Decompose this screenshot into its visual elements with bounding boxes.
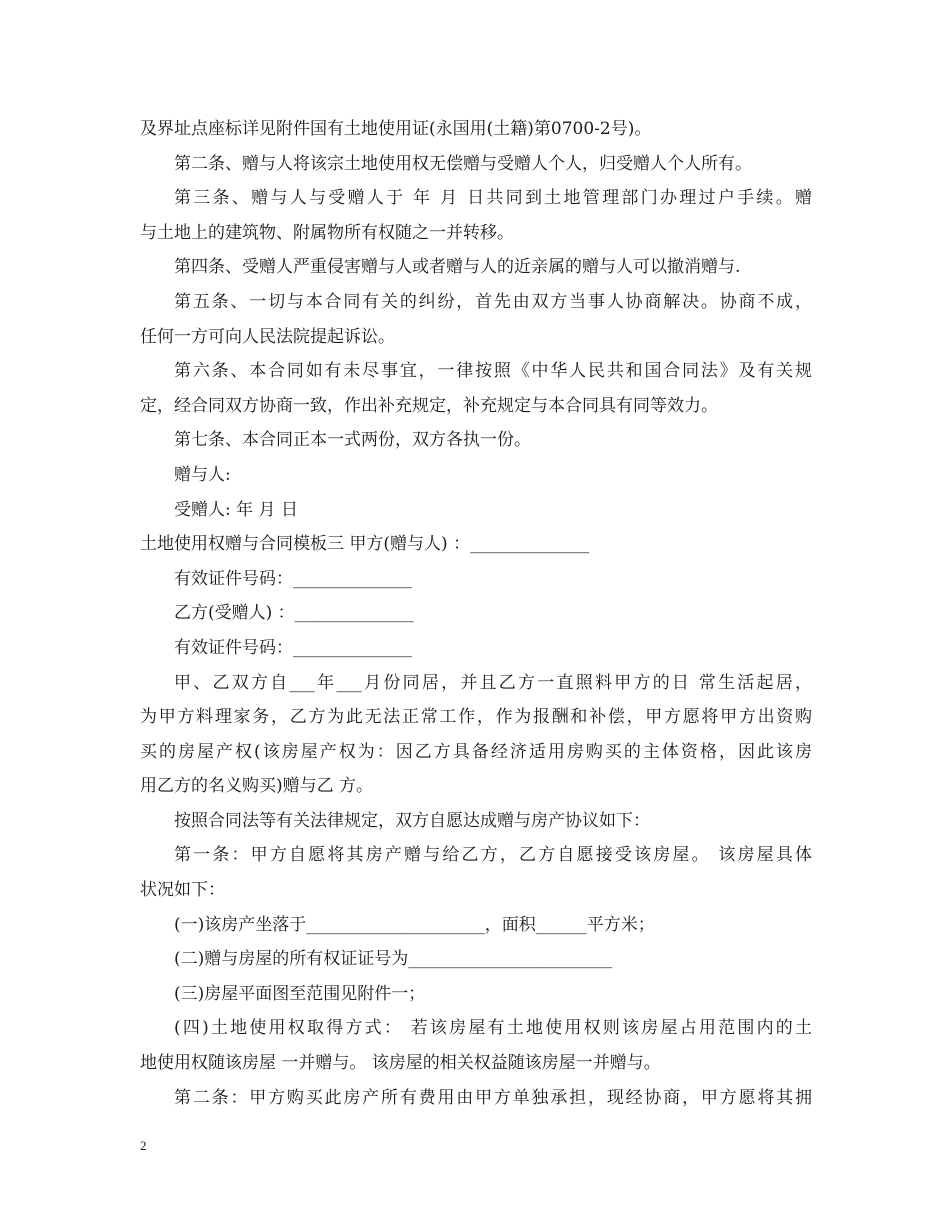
text-line: 及界址点座标详见附件国有土地使用证(永国用(土籍)第0700-2号)。 [140,119,652,139]
clause-1-item-1: (一)该房产坐落于_____________________，面积______平方米； [174,914,655,935]
party-a-id-field: 有效证件号码：______________ [174,568,412,589]
party-b-id-field: 有效证件号码：______________ [174,637,412,658]
template-3-heading: 土地使用权赠与合同模板三 甲方(赠与人) ：______________ [140,534,590,555]
agreement-intro: 按照合同法等有关法律规定，双方自愿达成赠与房产协议如下： [174,810,650,831]
document-body [140,112,812,1115]
text-line: 用乙方的名义购买)赠与乙 方。 [140,776,374,797]
text-line: 买的房屋产权(该房屋产权为：因乙方具备经济适用房购买的主体资格，因此该房 [140,741,812,762]
text-line: 状况如下： [140,880,225,901]
clause-1-item-3: (三)房屋平面图至范围见附件一； [174,983,426,1004]
article-2: 第二条、赠与人将该宗土地使用权无偿赠与受赠人个人，归受赠人个人所有。 [174,153,752,174]
donee-signature-line: 受赠人: 年 月 日 [174,499,298,520]
donor-signature-line: 赠与人: [174,464,231,485]
clause-1-item-2: (二)赠与房屋的所有权证证号为________________________ [174,949,613,970]
article-7: 第七条、本合同正本一式两份，双方各执一份。 [174,430,531,451]
text-line: 与土地上的建筑物、附属物所有权随之一并转移。 [140,222,514,243]
article-5: 第五条、一切与本合同有关的纠纷，首先由双方当事人协商解决。协商不成， [174,291,812,312]
text-line: 任何一方可向人民法院提起诉讼。 [140,326,395,347]
text-line: 地使用权随该房屋 一并赠与。 该房屋的相关权益随该房屋一并赠与。 [140,1053,661,1074]
article-4: 第四条、受赠人严重侵害赠与人或者赠与人的近亲属的赠与人可以撤消赠与. [174,257,741,278]
article-3: 第三条、赠与人与受赠人于 年 月 日共同到土地管理部门办理过户手续。赠 [174,188,812,209]
text-line: 为甲方料理家务，乙方为此无法正常工作，作为报酬和补偿，甲方愿将甲方出资购 [140,707,812,728]
clause-1: 第一条：甲方自愿将其房产赠与给乙方，乙方自愿接受该房屋。 该房屋具体 [174,845,812,866]
clause-2: 第二条：甲方购买此房产所有费用由甲方单独承担，现经协商，甲方愿将其拥 [174,1087,812,1108]
article-6: 第六条、本合同如有未尽事宜，一律按照《中华人民共和国合同法》及有关规 [174,361,812,382]
text-line: 定，经合同双方协商一致，作出补充规定，补充规定与本合同具有同等效力。 [140,395,718,416]
page-number: 2 [140,1138,147,1153]
clause-1-item-4: (四)土地使用权取得方式： 若该房屋有土地使用权则该房屋占用范围内的土 [174,1018,812,1039]
party-b-field: 乙方(受赠人) ：______________ [174,603,414,624]
preamble: 甲、乙双方自___年___月份同居，并且乙方一直照料甲方的日 常生活起居， [174,672,812,693]
